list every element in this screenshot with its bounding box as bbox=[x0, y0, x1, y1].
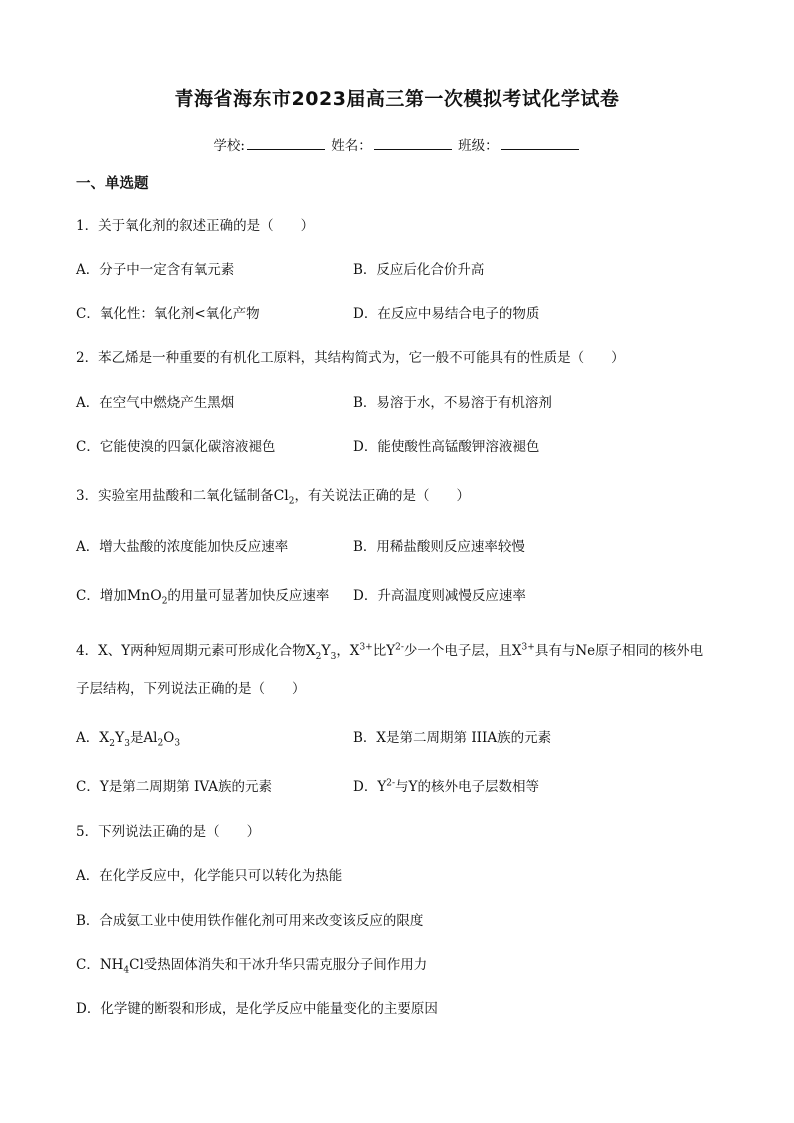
chem-subscript: 2 bbox=[288, 496, 295, 507]
name-blank[interactable] bbox=[374, 135, 452, 150]
q1-stem: 1．关于氧化剂的叙述正确的是（ ） bbox=[76, 218, 315, 234]
q3-stem bbox=[76, 484, 470, 507]
chem-formula: $X_2Y_3$ bbox=[99, 730, 130, 749]
school-blank[interactable] bbox=[247, 135, 325, 150]
q3-option-a: A．增大盐酸的浓度能加快反应速率 bbox=[76, 539, 289, 555]
class-blank[interactable] bbox=[501, 135, 579, 150]
q5-option-c: C．$NH_4Cl$受热固体消失和干冰升华只需克服分子间作用力 bbox=[76, 957, 428, 976]
q1-option-d: D．在反应中易结合电子的物质 bbox=[353, 306, 540, 322]
q4-option-d: D．$Y^{2-}$与Y的核外电子层数相等 bbox=[353, 778, 539, 795]
q3-stem-text-end: ，有关说法正确的是（ ） bbox=[294, 488, 471, 504]
q5-stem: 5．下列说法正确的是（ ） bbox=[76, 824, 261, 840]
page-title: 青海省海东市2023届高三第一次模拟考试化学试卷 bbox=[174, 88, 620, 110]
q3-option-c-text-end: 的用量可显著加快反应速率 bbox=[167, 588, 330, 604]
q1-option-a: A．分子中一定含有氧元素 bbox=[76, 262, 235, 278]
class-label: 班级： bbox=[458, 138, 499, 154]
student-info-line bbox=[0, 134, 794, 154]
q3-option-d: D．升高温度则减慢反应速率 bbox=[353, 588, 526, 604]
q4-stem-line2: 子层结构，下列说法正确的是（ ） bbox=[76, 681, 306, 697]
q2-option-b: B．易溶于水，不易溶于有机溶剂 bbox=[353, 395, 552, 411]
q1-option-b: B．反应后化合价升高 bbox=[353, 262, 485, 278]
q3-option-b: B．用稀盐酸则反应速率较慢 bbox=[353, 539, 525, 555]
q5-option-d: D．化学键的断裂和形成，是化学反应中能量变化的主要原因 bbox=[76, 1001, 438, 1017]
school-label: 学校: bbox=[213, 138, 245, 154]
name-label: 姓名： bbox=[331, 138, 372, 154]
section-heading: 一、单选题 bbox=[76, 176, 149, 192]
q5-option-a: A．在化学反应中，化学能只可以转化为热能 bbox=[76, 868, 343, 884]
q4-option-b: B．X是第二周期第 IIIA族的元素 bbox=[353, 730, 552, 746]
q2-option-a: A．在空气中燃烧产生黑烟 bbox=[76, 395, 235, 411]
q3-stem-text: 3．实验室用盐酸和二氧化锰制备 bbox=[76, 488, 274, 504]
chem-subscript: 2 bbox=[161, 596, 168, 607]
q2-stem: 2．苯乙烯是一种重要的有机化工原料，其结构简式为，它一般不可能具有的性质是（ ） bbox=[76, 350, 625, 366]
q4-option-a: A．$X_2Y_3$是$Al_2O_3$ bbox=[76, 730, 181, 749]
q1-option-c: C．氧化性：氧化剂<氧化产物 bbox=[76, 306, 260, 322]
q2-option-c: C．它能使溴的四氯化碳溶液褪色 bbox=[76, 439, 276, 455]
q5-option-b: B．合成氨工业中使用铁作催化剂可用来改变该反应的限度 bbox=[76, 913, 424, 929]
q4-option-c: C．Y是第二周期第 IVA族的元素 bbox=[76, 779, 272, 795]
q3-option-c bbox=[76, 584, 329, 607]
chem-formula: $X_2Y_3$ bbox=[305, 643, 337, 662]
chem-formula: Cl bbox=[273, 488, 289, 504]
q3-option-c-text: C．增加 bbox=[76, 588, 127, 604]
chem-formula: MnO bbox=[126, 588, 162, 604]
q4-stem-line1: 4．X、Y两种短周期元素可形成化合物$X_2Y_3$，$X^{3+}$比$Y^{2-}$少一个电子层，且$X^{3+}$具有与Ne原子相同的核外电 bbox=[76, 642, 704, 662]
q4-text: 4．X、Y两种短周期元素可形成化合物 bbox=[76, 643, 306, 659]
q2-option-d: D．能使酸性高锰酸钾溶液褪色 bbox=[353, 439, 540, 455]
